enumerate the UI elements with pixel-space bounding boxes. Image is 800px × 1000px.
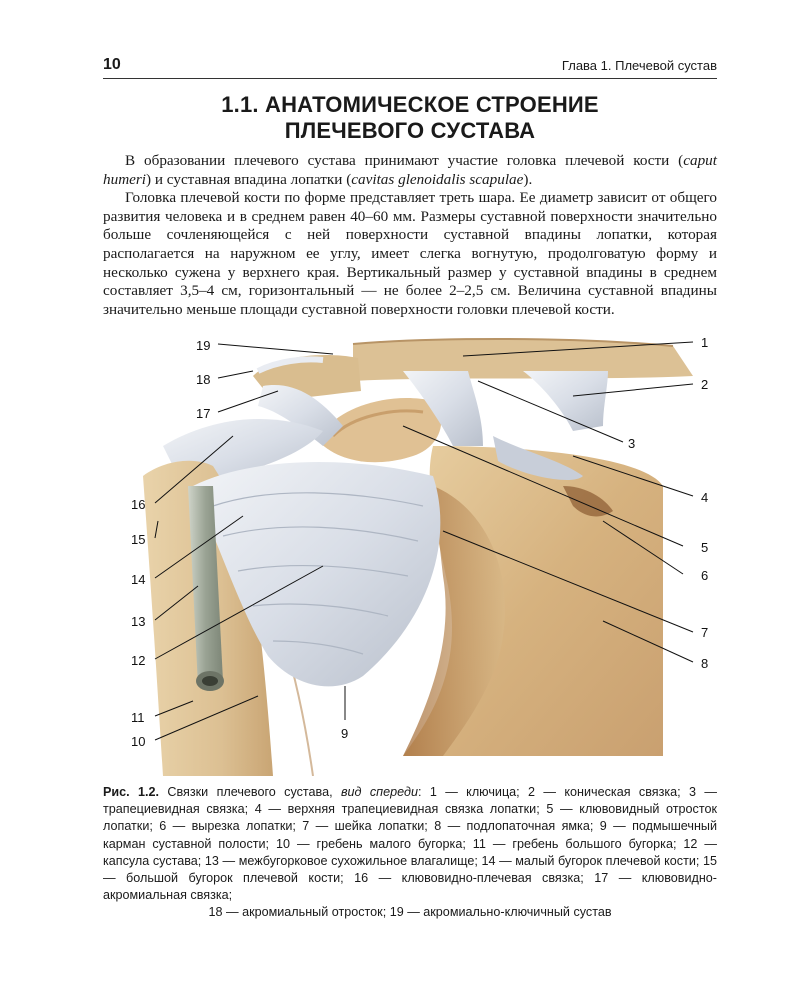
paragraph-2: Головка плечевой кости по форме представляет треть шара. Ее диаметр зависит от общего развития человека и в среднем равен 40–60 мм. Размеры суставной поверхности значительно больше сочленяющейся с ней поверхности суставной впадины лопатки, которая располагается на наружном ее углу, имеет слегка вогнутую, продолговатую форму и несколько сужена у верхнего края. Вертикальный размер у суставной впадины в среднем составляет 3,5–4 см, горизонтальный — не более 2–2,5 см. Величина суставной впадины значительно меньше площади суставной поверхности головки плечевой кости. bbox=[103, 189, 717, 318]
figure-label-15: 15 bbox=[131, 532, 146, 547]
figure-caption bbox=[103, 784, 717, 922]
paragraph-1-text-a: В образовании плечевого сустава принимают участие головка плечевой кости ( bbox=[125, 152, 684, 169]
anatomical-figure bbox=[103, 336, 717, 776]
body-text bbox=[103, 152, 717, 319]
figure-label-6: 6 bbox=[701, 568, 709, 583]
figure-label-16: 16 bbox=[131, 497, 146, 512]
figure-label-5: 5 bbox=[701, 540, 709, 555]
running-head: Глава 1. Плечевой сустав bbox=[561, 58, 717, 73]
section-title bbox=[103, 92, 717, 144]
page-number: 10 bbox=[103, 56, 121, 73]
caption-title: Связки плечевого сустава, bbox=[159, 785, 341, 799]
figure-label-1: 1 bbox=[701, 336, 709, 350]
figure-label-9: 9 bbox=[341, 726, 349, 741]
caption-last-line: 18 — акромиальный отросток; 19 — акромиально-ключичный сустав bbox=[208, 905, 612, 920]
latin-term-cavitas-glenoidalis: cavitas glenoidalis scapulae bbox=[351, 170, 524, 188]
caption-legend: : 1 — ключица; 2 — коническая связка; 3 — трапециевидная связка; 4 — верхняя трапециевидная связка лопатки; 5 — клювовидный отросток лопатки; 6 — вырезка лопатки; 7 — шейка лопатки; 8 — подлопаточная ямка; 9 — подмышечный карман суставной полости; 10 — гребень малого бугорка; 11 — гребень большого бугорка; 12 — капсула сустава; 13 — межбугорковое сухожильное влагалище; 14 — малый бугорок плечевой кости; 15 — большой бугорок плечевой кости; 16 — клювовидно-плечевая связка; 17 — клювовидно-акромиальная связка; bbox=[103, 785, 717, 903]
figure-label-4: 4 bbox=[701, 490, 709, 505]
figure-label-12: 12 bbox=[131, 653, 146, 668]
page-header bbox=[103, 56, 717, 79]
figure-label-7: 7 bbox=[701, 625, 709, 640]
figure-label-3: 3 bbox=[628, 436, 636, 451]
figure-label-10: 10 bbox=[131, 734, 146, 749]
paragraph-1 bbox=[103, 152, 717, 189]
figure-label-17: 17 bbox=[196, 406, 211, 421]
latin-term-caput-humeri: caput humeri bbox=[103, 152, 717, 188]
figure-label-18: 18 bbox=[196, 372, 211, 387]
caption-view: вид спереди bbox=[340, 785, 418, 799]
section-title-line-1: 1.1. АНАТОМИЧЕСКОЕ СТРОЕНИЕ bbox=[221, 92, 599, 117]
scapula-shape bbox=[403, 446, 663, 756]
figure-label-11: 11 bbox=[131, 710, 145, 725]
figure-label-19: 19 bbox=[196, 338, 211, 353]
figure-label-13: 13 bbox=[131, 614, 146, 629]
paragraph-1-text-b: ) и суставная впадина лопатки ( bbox=[146, 170, 352, 188]
section-title-line-2: ПЛЕЧЕВОГО СУСТАВА bbox=[284, 118, 536, 143]
shoulder-ligaments-illustration bbox=[103, 336, 717, 776]
figure-label-8: 8 bbox=[701, 656, 709, 671]
figure-label-14: 14 bbox=[131, 572, 146, 587]
paragraph-1-text-c: ). bbox=[523, 170, 533, 188]
figure-label-2: 2 bbox=[701, 377, 709, 392]
caption-label: Рис. 1.2. bbox=[103, 785, 160, 799]
